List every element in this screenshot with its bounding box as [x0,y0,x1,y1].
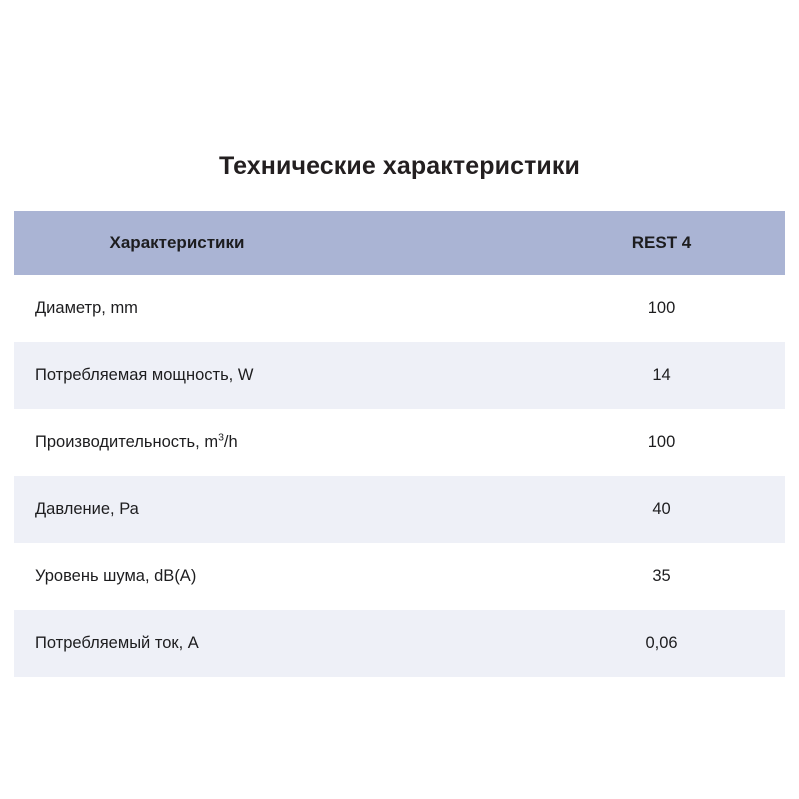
cell-characteristic-value: 14 [538,342,785,409]
specifications-table [14,211,785,677]
cell-characteristic-name [14,409,538,476]
table-row [14,610,785,677]
cell-characteristic-value: 40 [538,476,785,543]
table-row [14,476,785,543]
table-row [14,342,785,409]
cell-characteristic-value: 35 [538,543,785,610]
cell-text-superscript: 3 [218,431,224,444]
cell-characteristic-value: 100 [538,275,785,342]
table-row [14,543,785,610]
table-row [14,275,785,342]
cell-characteristic-value: 100 [538,409,785,476]
cell-characteristic-name: Давление, Ра [14,476,538,543]
table-row [14,409,785,476]
cell-characteristic-name: Уровень шума, dB(A) [14,543,538,610]
cell-characteristic-value: 0,06 [538,610,785,677]
cell-text-prefix: Производительность, m [35,433,219,451]
page-title: Технические характеристики [219,152,580,180]
table-header [14,211,785,275]
column-header-model: REST 4 [538,211,785,275]
cell-characteristic-name: Диаметр, mm [14,275,538,342]
cell-characteristic-name: Потребляемый ток, А [14,610,538,677]
cell-characteristic-name: Потребляемая мощность, W [14,342,538,409]
column-header-characteristics: Характеристики [14,211,538,275]
table-body [14,275,785,677]
table-header-row [14,211,785,275]
cell-text-suffix: /h [223,433,238,451]
